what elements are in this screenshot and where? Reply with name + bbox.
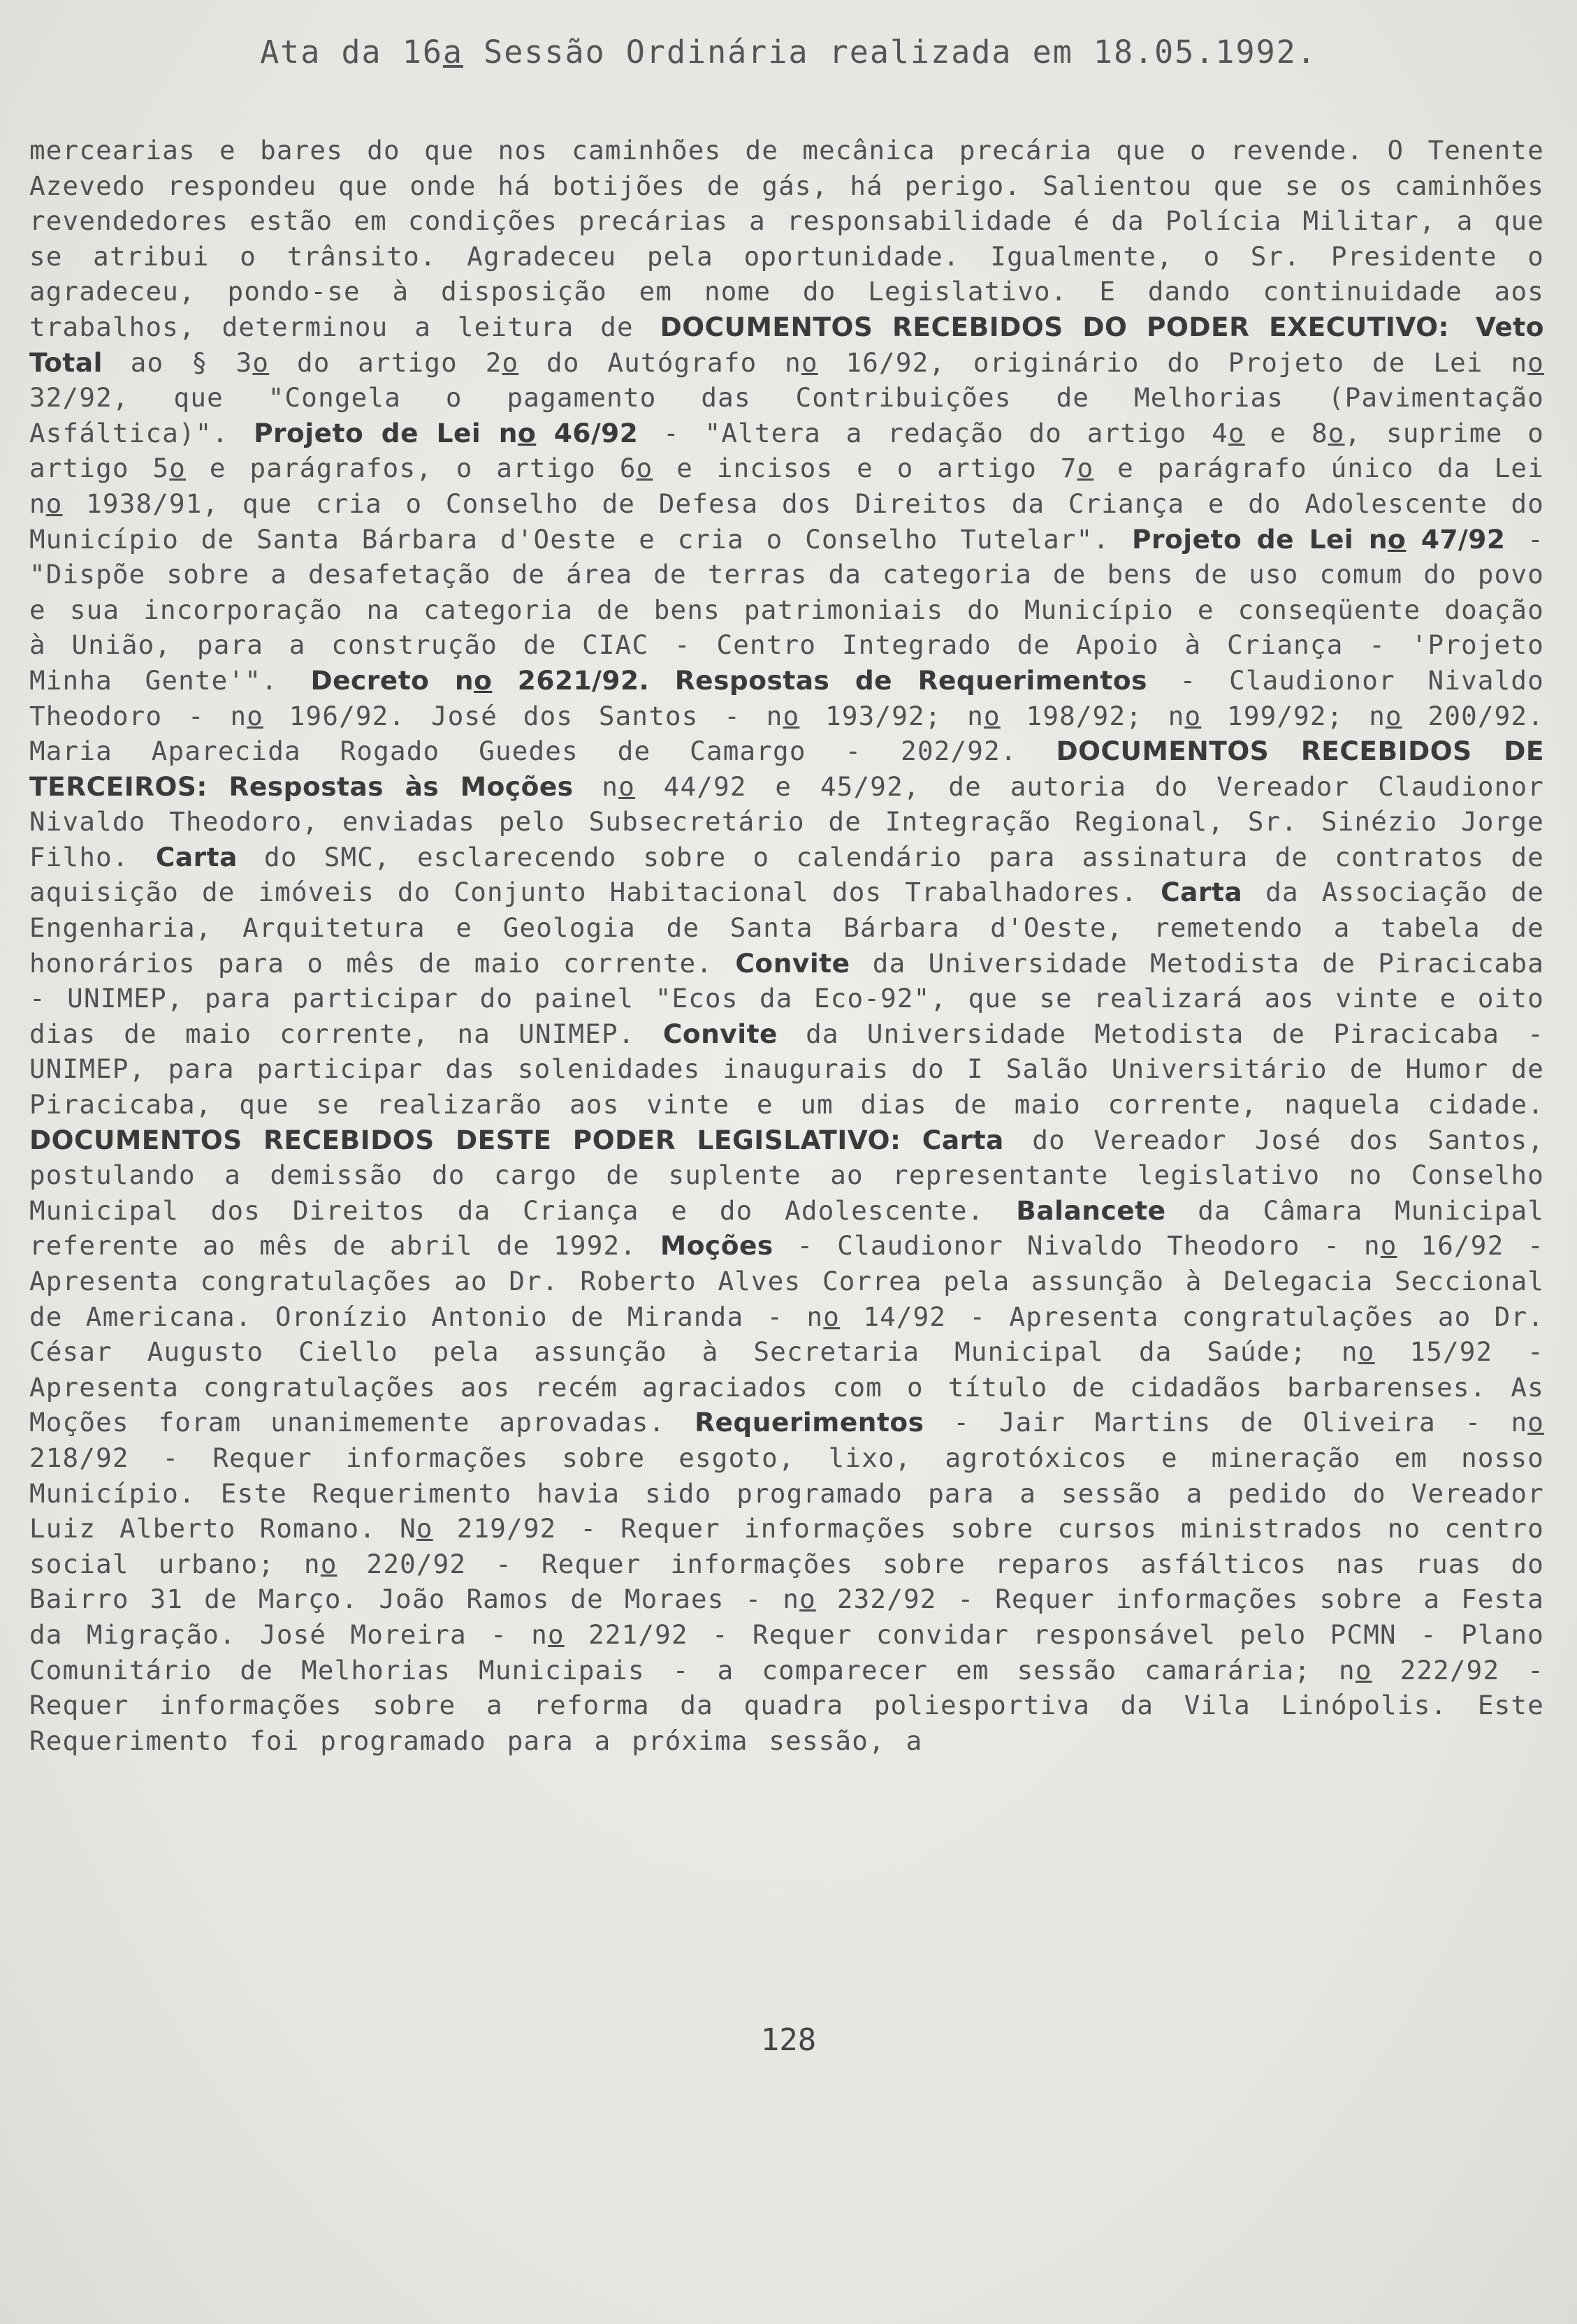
heading-letter: Carta [155, 841, 238, 872]
ordinal-mark: o [783, 700, 800, 731]
heading-motion-responses: Respostas às Moções [207, 770, 574, 802]
text-segment: e parágrafo único da Lei n [29, 453, 1544, 519]
ordinal-mark: o [1386, 700, 1402, 731]
heading-bill-46: Projeto de Lei n [254, 417, 518, 448]
ordinal-mark: o [801, 346, 818, 378]
text-segment: , suprime o artigo 5 [29, 417, 1544, 484]
heading-motions: Moções [660, 1230, 773, 1262]
ordinal-mark: o [247, 700, 264, 731]
text-segment: da Câmara Municipal referente ao mês de abril de 1992. [29, 1194, 1544, 1262]
heading-veto: Veto Total [29, 311, 1544, 378]
heading-letter: Carta [901, 1124, 1004, 1155]
ordinal-mark: o [984, 700, 1001, 731]
ordinal-mark: o [823, 1301, 841, 1332]
heading-balance-sheet: Balancete [1016, 1194, 1166, 1226]
heading-decree-number: 2621/92. [492, 664, 650, 696]
text-segment: 200/92. Maria Aparecida Rogado Guedes de Camargo - 202/92. [29, 700, 1544, 767]
title-suffix: Sessão Ordinária realizada em 18.05.1992. [463, 34, 1317, 71]
heading-executive-documents: DOCUMENTOS RECEBIDOS DO PODER EXECUTIVO: [660, 311, 1450, 342]
text-segment: 16/92 - Apresenta congratulações ao Dr. Roberto Alves Correa pela assunção à Delegacia Seccional de Americana. Oronízio Antonio de Miranda - n [29, 1230, 1544, 1332]
page-number: 128 [760, 2022, 817, 2058]
text-segment: do artigo 2 [269, 346, 502, 378]
ordinal-mark: o [1358, 1336, 1375, 1368]
heading-bill-47: Projeto de Lei n [1131, 523, 1388, 555]
ordinal-mark: o [416, 1513, 433, 1544]
heading-bill-46-number: 46/92 [536, 417, 639, 448]
heading-legislative-documents: DOCUMENTOS RECEBIDOS DESTE PODER LEGISLATIVO: [29, 1124, 901, 1155]
heading-letter: Carta [1161, 877, 1243, 908]
text-segment: e 8 [1244, 417, 1328, 448]
text-segment: 15/92 - Apresenta congratulações aos recém agraciados com o título de cidadãos barbarenses. As Moções foram unanimemente aprovadas. [29, 1336, 1544, 1438]
ordinal-mark: o [320, 1548, 337, 1579]
ordinal-mark: o [1184, 700, 1202, 731]
ordinal-mark: o [548, 1618, 565, 1650]
text-segment: 1938/91, que cria o Conselho de Defesa dos Direitos da Criança e do Adolescente do Município de Santa Bárbara d'Oeste e cria o Conselho Tutelar". [29, 488, 1544, 555]
ordinal-mark: o [1355, 1654, 1372, 1686]
heading-decree: Decreto n [310, 664, 474, 696]
ordinal-mark: o [799, 1584, 816, 1615]
ordinal-mark: o [169, 453, 187, 484]
text-segment: - Claudionor Nivaldo Theodoro - n [29, 664, 1544, 731]
heading-bill-47-number: 47/92 [1406, 523, 1506, 555]
minutes-body [29, 133, 1544, 1758]
page-title [0, 34, 1577, 71]
heading-third-party-documents: DOCUMENTOS RECEBIDOS DE TERCEIROS: [29, 736, 1544, 802]
ordinal-mark: o [1380, 1230, 1397, 1262]
text-segment: da Associação de Engenharia, Arquitetura e Geologia de Santa Bárbara d'Oeste, remetendo a tabela de honorários para o mês de maio corrente. [29, 877, 1545, 979]
text-segment: 219/92 - Requer informações sobre cursos ministrados no centro social urbano; n [29, 1513, 1544, 1579]
ordinal-mark: o [45, 488, 63, 519]
text-segment: - "Dispõe sobre a desafetação de área de terras da categoria de bens de uso comum do povo e sua incorporação na categoria de bens patrimoniais do Município e conseqüente doação à União, para a construção de CIAC - Centro Integrado de Apoio à Criança - 'Projeto Minha Gente'". [29, 523, 1544, 696]
text-segment: 199/92; n [1201, 700, 1386, 731]
text-segment: do Vereador José dos Santos, postulando a demissão do cargo de suplente ao representante legislativo no Conselho Municipal dos Direitos da Criança e do Adolescente. [29, 1124, 1545, 1226]
ordinal-mark: o [252, 346, 270, 378]
heading-request-responses: Respostas de Requerimentos [649, 664, 1147, 696]
text-segment: e incisos e o artigo 7 [653, 453, 1077, 484]
text-segment: 193/92; n [799, 700, 984, 731]
text-segment: 221/92 - Requer convidar responsável pelo PCMN - Plano Comunitário de Melhorias Municipais - a comparecer em sessão camarária; n [29, 1618, 1544, 1686]
text-segment: ao § 3 [102, 346, 253, 378]
ordinal-mark: o [1527, 346, 1545, 378]
ordinal-mark: o [474, 664, 493, 696]
ordinal-mark: o [1077, 453, 1094, 484]
heading-requests: Requerimentos [695, 1407, 924, 1438]
heading-invitation: Convite [662, 1018, 778, 1049]
text-segment: 220/92 - Requer informações sobre reparos asfálticos nas ruas do Bairro 31 de Março. João Ramos de Moraes - n [29, 1548, 1544, 1615]
text-segment: 198/92; n [1000, 700, 1185, 731]
text-segment: 196/92. José dos Santos - n [263, 700, 783, 731]
text-segment: do Autógrafo n [518, 346, 801, 378]
ordinal-mark: o [1527, 1407, 1544, 1438]
text-segment: do SMC, esclarecendo sobre o calendário para assinatura de contratos de aquisição de imóveis do Conjunto Habitacional dos Trabalhadores. [29, 841, 1544, 908]
heading-invitation: Convite [735, 947, 850, 979]
ordinal-mark: o [1228, 417, 1245, 448]
text-segment: 218/92 - Requer informações sobre esgoto, lixo, agrotóxicos e mineração em nosso Município. Este Requerimento havia sido programado para a sessão a pedido do Vereador Luiz Alberto Romano. N [29, 1442, 1544, 1544]
text-segment: 232/92 - Requer informações sobre a Festa da Migração. José Moreira - n [29, 1584, 1544, 1650]
minutes-paragraph [29, 133, 1544, 1758]
title-ordinal: a [442, 34, 464, 71]
text-segment: 32/92, que "Congela o pagamento das Contribuições de Melhorias (Pavimentação Asfáltica)". [29, 382, 1544, 448]
ordinal-mark: o [636, 453, 653, 484]
ordinal-mark: o [517, 417, 537, 448]
text-segment: da Universidade Metodista de Piracicaba - UNIMEP, para participar do painel "Ecos da Eco-92", que se realizará aos vinte e oito dias de maio corrente, na UNIMEP. [29, 947, 1544, 1049]
text-segment: - Claudionor Nivaldo Theodoro - n [773, 1230, 1381, 1262]
text-segment: da Universidade Metodista de Piracicaba - UNIMEP, para participar das solenidades inaugurais do I Salão Universitário de Humor de Piracicaba, que se realizarão aos vinte e um dias de maio corrente, naquela cidade. [29, 1018, 1544, 1120]
text-segment: n [573, 770, 619, 802]
ordinal-mark: o [502, 346, 519, 378]
text-segment: 222/92 - Requer informações sobre a reforma da quadra poliesportiva da Vila Linópolis. Este Requerimento foi programado para a próxima sessão, a [29, 1654, 1545, 1756]
text-segment: - "Altera a redação do artigo 4 [638, 417, 1228, 448]
ordinal-mark: o [618, 770, 635, 802]
text-segment: 14/92 - Apresenta congratulações ao Dr. César Augusto Ciello pela assunção à Secretaria Municipal da Saúde; n [29, 1301, 1545, 1368]
text-segment: 44/92 e 45/92, de autoria do Vereador Claudionor Nivaldo Theodoro, enviadas pelo Subsecretário de Integração Regional, Sr. Sinézio Jorge Filho. [29, 770, 1545, 872]
text-segment: 16/92, originário do Projeto de Lei n [817, 346, 1528, 378]
text-segment: - Jair Martins de Oliveira - n [924, 1407, 1528, 1438]
text-segment: mercearias e bares do que nos caminhões de mecânica precária que o revende. O Tenente Azevedo respondeu que onde há botijões de gás, há perigo. Salientou que se os caminhões revendedores estão em condições precárias a responsabilidade é da Polícia Militar, a que se atribui o trânsito. Agradeceu pela oportunidade. Igualmente, o Sr. Presidente o agradeceu, pondo-se à disposição em nome do Legislativo. E dando continuidade aos trabalhos, determinou a leitura de [29, 135, 1544, 342]
text-segment: e parágrafos, o artigo 6 [186, 453, 637, 484]
ordinal-mark: o [1388, 523, 1407, 555]
title-prefix: Ata da 16 [260, 34, 443, 71]
ordinal-mark: o [1328, 417, 1345, 448]
